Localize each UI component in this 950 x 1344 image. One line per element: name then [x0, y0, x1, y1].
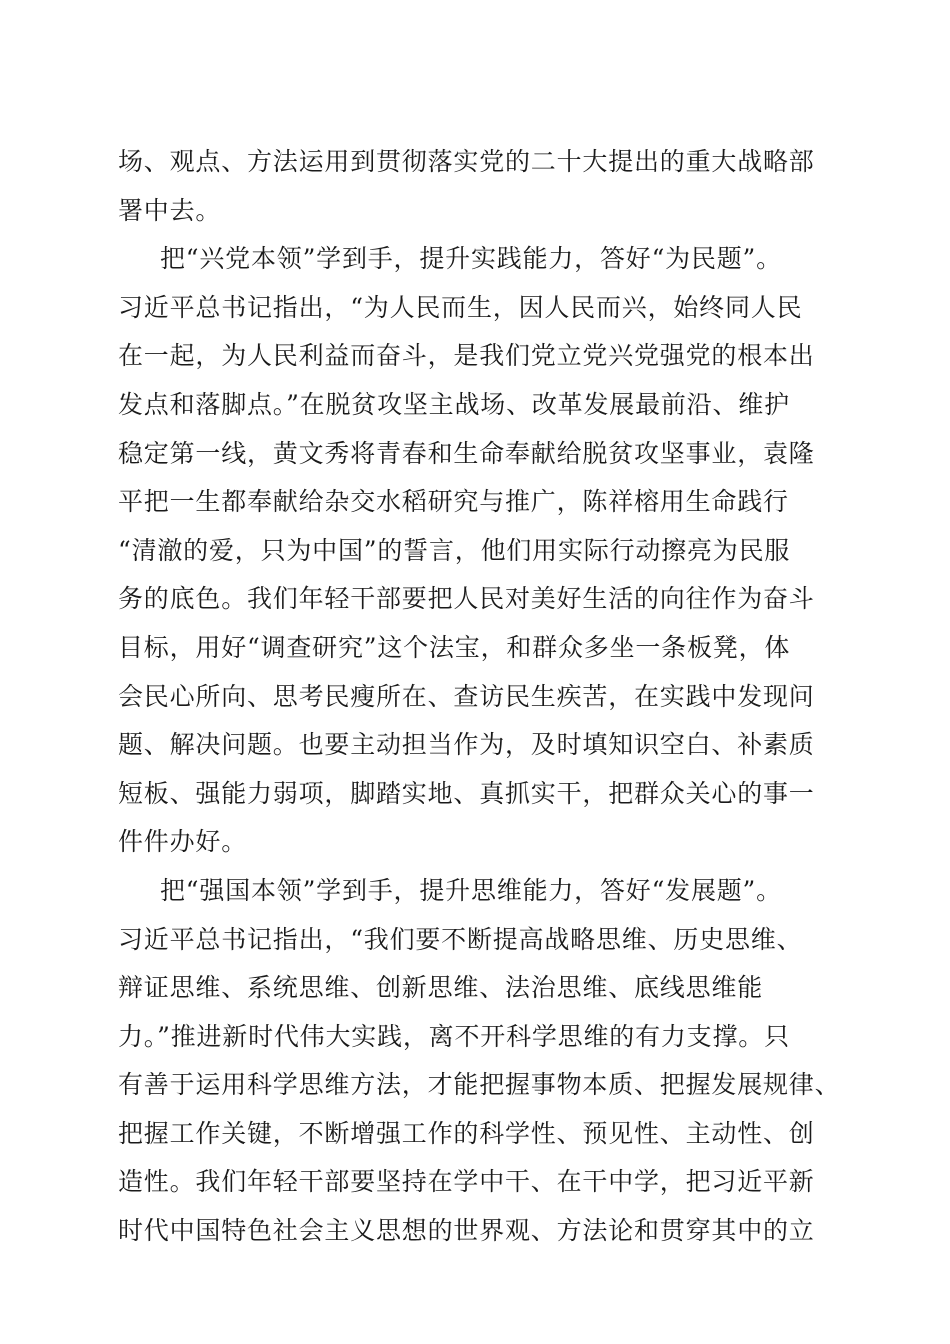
text-line: 稳定第一线，黄文秀将青春和生命奉献给脱贫攻坚事业，袁隆: [118, 438, 815, 468]
text-line: 习近平总书记指出，“为人民而生，因人民而兴，始终同人民: [118, 292, 803, 322]
text-line: 在一起，为人民利益而奋斗，是我们党立党兴党强党的根本出: [118, 341, 815, 371]
text-line: 发点和落脚点。”在脱贫攻坚主战场、改革发展最前沿、维护: [118, 389, 790, 419]
text-line: 习近平总书记指出，“我们要不断提高战略思维、历史思维、: [118, 924, 803, 954]
text-line: “清澈的爱，只为中国”的誓言，他们用实际行动擦亮为民服: [118, 535, 791, 565]
text-line: 辩证思维、系统思维、创新思维、法治思维、底线思维能: [118, 973, 764, 1003]
text-line: 把握工作关键，不断增强工作的科学性、预见性、主动性、创: [118, 1118, 815, 1148]
paragraph-heading-line: 把“兴党本领”学到手，提升实践能力，答好“为民题”。: [160, 244, 782, 274]
text-line: 平把一生都奉献给杂交水稻研究与推广，陈祥榕用生命践行: [118, 487, 789, 517]
text-line: 时代中国特色社会主义思想的世界观、方法论和贯穿其中的立: [118, 1216, 815, 1246]
text-line: 目标，用好“调查研究”这个法宝，和群众多坐一条板凳，体: [118, 632, 791, 662]
text-line: 有善于运用科学思维方法，才能把握事物本质、把握发展规律、: [118, 1070, 841, 1100]
text-line: 务的底色。我们年轻干部要把人民对美好生活的向往作为奋斗: [118, 584, 815, 614]
text-line: 署中去。: [118, 195, 222, 225]
body-text: [118, 138, 841, 1256]
text-line: 场、观点、方法运用到贯彻落实党的二十大提出的重大战略部: [118, 147, 815, 176]
text-line: 力。”推进新时代伟大实践，离不开科学思维的有力支撑。只: [118, 1021, 790, 1051]
text-line: 短板、强能力弱项，脚踏实地、真抓实干，把群众关心的事一: [118, 778, 815, 808]
text-line: 件件办好。: [118, 827, 248, 857]
text-line: 造性。我们年轻干部要坚持在学中干、在干中学，把习近平新: [118, 1167, 815, 1197]
text-line: 题、解决问题。也要主动担当作为，及时填知识空白、补素质: [118, 730, 815, 760]
paragraph-heading-line: 把“强国本领”学到手，提升思维能力，答好“发展题”。: [160, 875, 782, 905]
text-line: 会民心所向、思考民瘦所在、查访民生疾苦，在实践中发现问: [118, 681, 815, 711]
